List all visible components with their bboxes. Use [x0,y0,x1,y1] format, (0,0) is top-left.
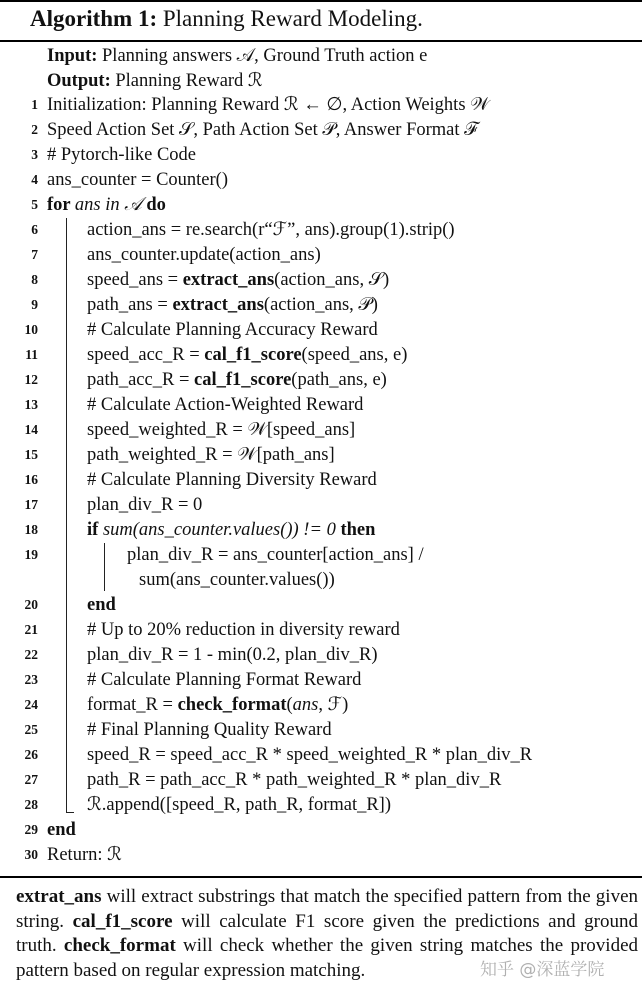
algorithm-label: Algorithm 1: [30,6,158,31]
line-code [87,368,387,392]
code-text: plan_div_R = 0 [87,495,203,515]
line-number: 11 [25,347,38,362]
code-text: action_ans = re.search(r“ℱ”, ans).group(1).strip() [87,220,455,240]
code-italic: ans [292,695,319,715]
code-italic: ans in 𝒜 [74,195,142,215]
line-code [87,318,378,342]
line-code [87,393,363,417]
code-keyword: for [47,195,75,215]
code-text: plan_div_R = 1 - min(0.2, plan_div_R) [87,645,378,665]
algorithm-line [0,693,642,717]
line-number: 29 [24,822,38,837]
input-text: Planning answers 𝒜, Ground Truth action e [102,46,428,66]
code-italic: sum(ans_counter.values()) != 0 [102,520,336,540]
line-code [47,168,228,192]
code-text: (speed_ans, e) [301,345,408,365]
algorithm-line [0,168,642,192]
line-code [87,443,335,467]
line-number: 24 [24,697,38,712]
line-number: 21 [24,622,38,637]
line-number: 3 [31,147,38,162]
algorithm-line [0,343,642,367]
watermark: 知乎 @深蓝学院 [480,960,605,980]
line-code [87,643,377,667]
line-number: 6 [31,222,38,237]
code-keyword: if [87,520,103,540]
line-number: 12 [24,372,38,387]
line-code [87,343,407,367]
algorithm-line [0,468,642,492]
line-code [87,668,361,692]
line-number: 25 [24,722,38,737]
line-code [87,268,389,292]
code-text: ans_counter.update(action_ans) [87,245,321,265]
algorithm-line [0,718,642,742]
algorithm-line [0,843,642,867]
top-rule [0,0,642,2]
algorithm-line [0,418,642,442]
line-code [139,568,335,592]
caption-term-f1: cal_f1_score [72,910,173,932]
algorithm-line [0,518,642,542]
line-code [87,593,116,617]
line-number: 30 [24,847,38,862]
code-text: path_ans = [87,295,173,315]
line-number: 14 [24,422,38,437]
caption-term-extract: extrat_ans [16,886,102,907]
code-keyword: cal_f1_score [204,345,302,365]
line-code [47,118,478,142]
output-line [0,69,642,93]
algorithm-line [0,293,642,317]
input-line [0,44,642,68]
algorithm-line [0,818,642,842]
line-code [47,93,490,117]
algorithm-line [0,443,642,467]
code-text: speed_ans = [87,270,183,290]
algorithm-line [0,143,642,167]
algorithm-line [0,668,642,692]
line-number: 20 [24,597,38,612]
code-keyword: end [47,820,76,840]
algorithm-line [0,118,642,142]
code-text: speed_weighted_R = 𝒲[speed_ans] [87,420,356,440]
line-number: 18 [24,522,38,537]
algorithm-line [0,393,642,417]
code-text: # Final Planning Quality Reward [87,720,332,740]
title-rule [0,40,642,42]
code-keyword: cal_f1_score [194,370,292,390]
code-keyword: then [335,520,376,540]
algorithm-line [0,318,642,342]
line-number: 10 [24,322,38,337]
line-number: 5 [31,197,38,212]
caption-text-3: will check whether the given string matches the provided pattern based on regular expression matching. [16,935,638,981]
line-code [87,243,321,267]
line-code [87,218,455,242]
algorithm-line [0,593,642,617]
caption-term-format: check_format [63,935,176,956]
line-number: 19 [24,547,38,562]
code-text: (action_ans, 𝒮) [274,270,390,290]
line-number: 16 [24,472,38,487]
code-text: Speed Action Set 𝒮, Path Action Set 𝒫, Answer Format ℱ [47,120,478,140]
line-number: 22 [24,647,38,662]
code-text: path_R = path_acc_R * path_weighted_R * plan_div_R [87,770,502,790]
input-label: Input: [47,46,98,66]
algorithm-line [0,768,642,792]
code-text: ( [286,695,293,715]
algorithm-line [0,93,642,117]
algorithm-line [0,218,642,242]
code-text: , ℱ) [318,695,349,715]
line-number: 13 [24,397,38,412]
line-code [47,193,166,217]
code-text: Initialization: Planning Reward ℛ ← ∅, Action Weights 𝒲 [47,95,490,115]
code-keyword: do [141,195,166,215]
output-label: Output: [47,71,111,91]
code-text: # Up to 20% reduction in diversity reward [87,620,400,640]
line-number: 26 [24,747,38,762]
output-text: Planning Reward ℛ [115,71,263,91]
code-keyword: check_format [177,695,287,715]
code-text: # Calculate Planning Format Reward [87,670,362,690]
code-keyword: extract_ans [182,270,275,290]
line-number: 1 [31,97,38,112]
algorithm-name: Planning Reward Modeling. [162,6,423,31]
code-text: (action_ans, 𝒫) [263,295,378,315]
line-number: 4 [31,172,38,187]
line-code [87,418,355,442]
algorithm-title [30,6,423,32]
code-text: Return: ℛ [47,845,122,865]
line-code [87,718,332,742]
line-number: 8 [31,272,38,287]
line-code [87,518,375,542]
line-code [87,793,391,817]
algorithm-line [0,743,642,767]
code-text: ℛ.append([speed_R, path_R, format_R]) [87,795,392,815]
code-keyword: extract_ans [172,295,264,315]
code-text: path_acc_R = [87,370,195,390]
algorithm-line [0,368,642,392]
algorithm-line [0,543,642,567]
code-text: # Pytorch-like Code [47,145,197,165]
line-number: 27 [24,772,38,787]
line-number: 15 [24,447,38,462]
line-code [47,818,76,842]
algorithm-line [0,243,642,267]
for-block-hook [66,812,74,813]
algorithm-line [0,793,642,817]
code-text: sum(ans_counter.values()) [139,570,335,590]
caption-text-1: will extract substrings that match the specified pattern from the given string. [16,886,638,932]
algorithm-line [0,618,642,642]
line-code [87,293,378,317]
line-code [47,843,122,867]
line-code [87,493,202,517]
code-text: ans_counter = Counter() [47,170,228,190]
line-code [87,693,348,717]
algorithm-line [0,568,642,592]
line-number: 17 [24,497,38,512]
line-code [87,768,501,792]
line-code [87,743,532,767]
code-text: # Calculate Planning Accuracy Reward [87,320,378,340]
for-block-guide [66,218,67,812]
bottom-rule [0,876,642,878]
code-text: speed_R = speed_acc_R * speed_weighted_R * plan_div_R [87,745,533,765]
code-text: format_R = [87,695,178,715]
code-keyword: end [87,595,116,615]
line-code [87,468,377,492]
code-text: plan_div_R = ans_counter[action_ans] / [127,545,424,565]
code-text: (path_ans, e) [291,370,387,390]
caption-text-2: will calculate F1 score given the predictions and ground truth. [16,910,638,956]
line-number: 23 [24,672,38,687]
line-code [127,543,424,567]
line-code [47,143,196,167]
algorithm-line [0,493,642,517]
line-code [87,618,400,642]
line-number: 2 [31,122,38,137]
code-text: path_weighted_R = 𝒲[path_ans] [87,445,335,465]
line-number: 28 [24,797,38,812]
code-text: # Calculate Action-Weighted Reward [87,395,364,415]
line-number: 7 [31,247,38,262]
line-number: 9 [31,297,38,312]
algorithm-line [0,193,642,217]
if-block-guide [104,543,105,591]
algorithm-line [0,643,642,667]
algorithm-line [0,268,642,292]
code-text: speed_acc_R = [87,345,205,365]
code-text: # Calculate Planning Diversity Reward [87,470,377,490]
